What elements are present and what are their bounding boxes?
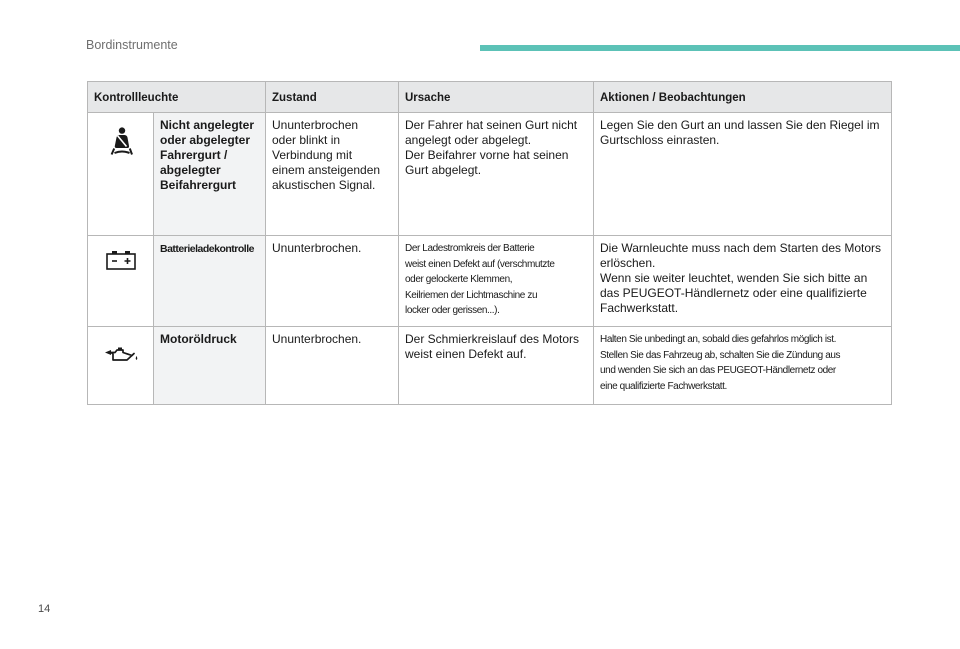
column-header-ursache: Ursache [399, 82, 594, 113]
page-number: 14 [38, 603, 51, 615]
section-title: Bordinstrumente [86, 38, 178, 52]
action-cell: Halten Sie unbedingt an, sobald dies gefahrlos möglich ist. Stellen Sie das Fahrzeug ab, schalten Sie die Zündung aus und wenden Sie sich an das PEUGEOT-Händlernetz oder eine qualifizierte Fachwerkstatt. [594, 327, 892, 405]
state-cell: Ununterbrochen. [266, 327, 399, 405]
table-row [88, 113, 892, 236]
cause-cell: Der Ladestromkreis der Batterie weist einen Defekt auf (verschmutzte oder gelockerte Klemmen, Keilriemen der Lichtmaschine zu locker oder gerissen...). [399, 236, 594, 327]
column-header-aktionen: Aktionen / Beobachtungen [594, 82, 892, 113]
cause-cell: Der Fahrer hat seinen Gurt nicht angelegt oder abgelegt. Der Beifahrer vorne hat seinen Gurt abgelegt. [399, 113, 594, 236]
header-accent-bar [480, 45, 960, 51]
state-cell: Ununterbrochen oder blinkt in Verbindung mit einem ansteigenden akustischen Signal. [266, 113, 399, 236]
warning-light-name: Motoröldruck [154, 327, 266, 405]
table-row [88, 327, 892, 405]
icon-cell [88, 327, 154, 405]
icon-cell [88, 236, 154, 327]
warning-lights-table [87, 81, 892, 405]
icon-cell [88, 113, 154, 236]
oil-pressure-warning-icon [103, 346, 139, 362]
cause-cell: Der Schmierkreislauf des Motors weist einen Defekt auf. [399, 327, 594, 405]
table-header-row [88, 82, 892, 113]
state-cell: Ununterbrochen. [266, 236, 399, 327]
action-cell: Die Warnleuchte muss nach dem Starten des Motors erlöschen. Wenn sie weiter leuchtet, wenden Sie sich bitte an das PEUGEOT-Händlernetz oder eine qualifizierte Fachwerkstatt. [594, 236, 892, 327]
column-header-zustand: Zustand [266, 82, 399, 113]
warning-light-name [154, 236, 266, 327]
warning-light-name-label: Batterieladekontrolle [160, 243, 254, 255]
column-header-kontrollleuchte: Kontrollleuchte [88, 82, 266, 113]
table-row [88, 236, 892, 327]
action-cell: Legen Sie den Gurt an und lassen Sie den Riegel im Gurtschloss einrasten. [594, 113, 892, 236]
seatbelt-warning-icon [109, 127, 133, 157]
battery-warning-icon [106, 250, 136, 270]
warning-light-name: Nicht angelegter oder abgelegter Fahrergurt / abgelegter Beifahrergurt [154, 113, 266, 236]
